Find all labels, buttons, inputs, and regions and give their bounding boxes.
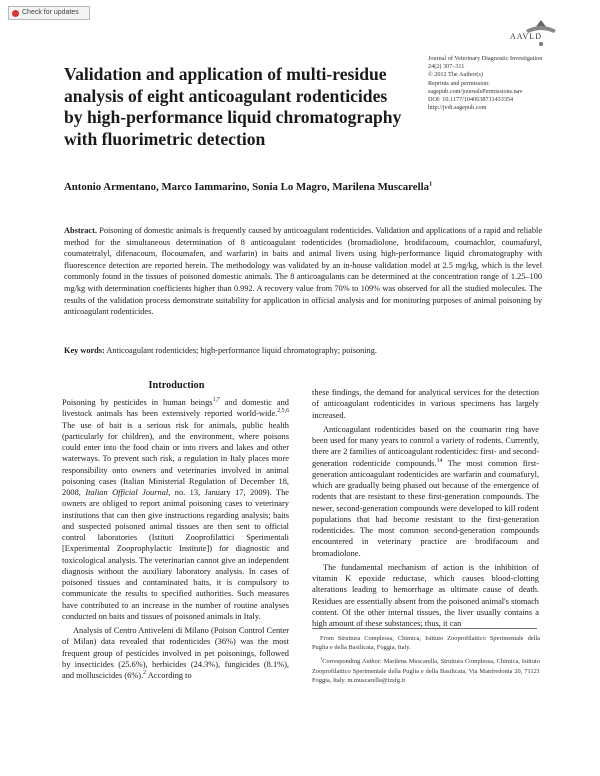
corresponding-author-text: Corresponding Author: Marilena Muscarella, Struttura Complessa, Chimica, Istituto Zooprofilattico Sperimentale della Puglia e della Basilicata, Via Manfredonia 20, 71121 Foggia, Italy. m.muscarella@izsfg.it xyxy=(312,658,540,684)
affiliation-footnote: From Struttura Complessa, Chimica, Istituto Zooprofilattico Sperimentale della Puglia e della Basilicata, Foggia, Italy. xyxy=(312,635,540,652)
paragraph-text: and domestic and livestock animals has been extensively reported world-wide. xyxy=(62,398,289,419)
journal-name: Journal of Veterinary Diagnostic Investigation xyxy=(428,55,543,62)
paragraph: The fundamental mechanism of action is the inhibition of vitamin K epoxide reductase, which causes blood-clotting alterations leading to hemorrhage as ultimate cause of death. Residues are essentially absent from the poisoned animal's stomach content. Of the other internal tissues, the liver usually contains a high amount of these substances; thus, it can xyxy=(312,562,539,628)
keywords xyxy=(64,345,542,356)
paragraph-text: Analysis of Centro Antiveleni di Milano (Poison Control Center of Milan) data revealed that rodenticides (36%) was the most frequent group of pesticides involved in pet poisonings, followed by insecticides (25.6%), herbicides (24.3%), fungicides (8.1%), and molluscicides (6%). xyxy=(62,626,289,680)
abstract-label: Abstract. xyxy=(64,226,97,235)
footnote-mark: 1 xyxy=(320,656,323,662)
citation: 14 xyxy=(436,457,443,464)
body-column-right xyxy=(312,387,539,629)
paragraph xyxy=(62,625,289,681)
footnote-divider xyxy=(312,628,537,629)
journal-copyright: © 2012 The Author(s) xyxy=(428,71,483,79)
paragraph-text: Anticoagulant rodenticides based on the coumarin ring have been used for many years to control a variety of rodents. Currently, there are 2 families of anticoagulant rodenticides: first- and second-generation rodenticide compounds. xyxy=(312,424,539,468)
citation: 2,5,6 xyxy=(277,408,289,415)
author-affiliation-mark: 1 xyxy=(428,180,433,188)
citation: 1,7 xyxy=(212,397,220,404)
keywords-label: Key words: xyxy=(64,346,105,355)
section-heading-introduction: Introduction xyxy=(148,380,205,391)
paragraph xyxy=(312,424,539,559)
body-column-left xyxy=(62,397,289,681)
paragraph-text: According to xyxy=(146,671,192,680)
journal-logo-text: AAVLD xyxy=(510,32,542,41)
journal-volume: 24(2) 307–311 xyxy=(428,63,465,71)
author-list xyxy=(64,181,432,193)
italic-text: Italian Official Journal, xyxy=(85,488,171,497)
journal-meta xyxy=(428,55,593,112)
update-check-icon xyxy=(12,10,19,17)
paragraph: these findings, the demand for analytical services for the detection of anticoagulant rodenticides in various specimens has largely increased. xyxy=(312,388,539,420)
abstract-text: Poisoning of domestic animals is frequently caused by anticoagulant rodenticides. Validation and applications of a rapid and reliable method for the simultaneous determination of 8 anticoagulant rodenticides (bromadiolone, brodifacoum, coumachlor, coumafuryl, coumatetralyl, difenacoum, flocoumafen, and warfarin) in baits and animal livers using high-performance liquid chromatography with fluorescence detection are reported herein. The methodology was validated by an in-house validation model at 2.5 mg/kg, which is the level commonly found in the tissues of poisoned domestic animals. The 8 anticoagulants can be determined at the concentration range of 1.25–100 mg/kg with determination coefficients higher than 0.992. A recovery value from 70% to 109% was observed for all the studied molecules. The results of the validation process demonstrate suitability for application in official analysis and for monitoring purposes of animal poisoning by anticoagulant rodenticides. xyxy=(64,226,543,317)
footnotes xyxy=(312,634,540,690)
paragraph-text: Poisoning by pesticides in human beings xyxy=(62,398,213,407)
journal-permissions-link[interactable]: sagepub.com/journalsPermissions.nav xyxy=(428,87,523,95)
citation: 2 xyxy=(143,670,147,677)
journal-url[interactable]: http://jvdi.sagepub.com xyxy=(428,104,487,112)
check-for-updates-badge[interactable] xyxy=(8,6,90,20)
paragraph-text: no. 13, January 17, 2009). The owners are obliged to report animal poisoning cases to veterinary institutions that can then give instructions regarding analysis; baits and suspected poisoned animal tissues are then sent to official control laboratories (Istituti Zooprofilattici Sperimentali [Experimental Zooprophylactic Institute]) for diagnostic and toxicological analysis. The veterinarian cannot give an independent diagnosis without the auxiliary laboratory analysis. In cases of poisoned tissues and contaminated baits, it is compulsory to communicate the results to specified authorities. Such measures have contributed to an increase in the number of routine analyses conducted on baits and tissues of poisoned animals in Italy. xyxy=(62,488,289,621)
badge-label: Check for updates xyxy=(22,9,79,16)
article-title: Validation and application of multi-residue analysis of eight anticoagulant rodenticides by high-performance liquid chromatography with fluorimetric detection xyxy=(64,64,402,149)
paragraph xyxy=(62,397,289,622)
corresponding-author-footnote xyxy=(312,657,540,685)
journal-doi[interactable]: DOI: 10.1177/1040638711433354 xyxy=(428,96,514,104)
author-names: Antonio Armentano, Marco Iammarino, Sonia Lo Magro, Marilena Muscarella xyxy=(64,181,429,193)
abstract xyxy=(64,225,542,318)
journal-reprints: Reprints and permission: xyxy=(428,79,490,87)
paragraph-text: The most common first-generation anticoagulant rodenticides are warfarin and coumafuryl, which are gradually being phased out because of the emergence of rodents that are resistant to these first-generation compounds. The newer, second-generation compounds were developed to kill rodent populations that had become resistant to the first-generation rodenticides. The most common second-generation compounds encountered in veterinary practice are brodifacoum and bromadiolone. xyxy=(312,458,540,558)
keywords-text: Anticoagulant rodenticides; high-performance liquid chromatography; poisoning. xyxy=(106,346,377,355)
paragraph-text: The use of bait is a serious risk for animals, public health (particularly for children), and the environment, where poisons could enter into the food chain or into rivers and lakes and other waterways. To prevent such risk, a regulation in Italy places more responsibility onto owners and veterinaries involved in animal poisoning cases (Italian Ministerial Regulation of December 18, 2008, xyxy=(62,420,289,497)
